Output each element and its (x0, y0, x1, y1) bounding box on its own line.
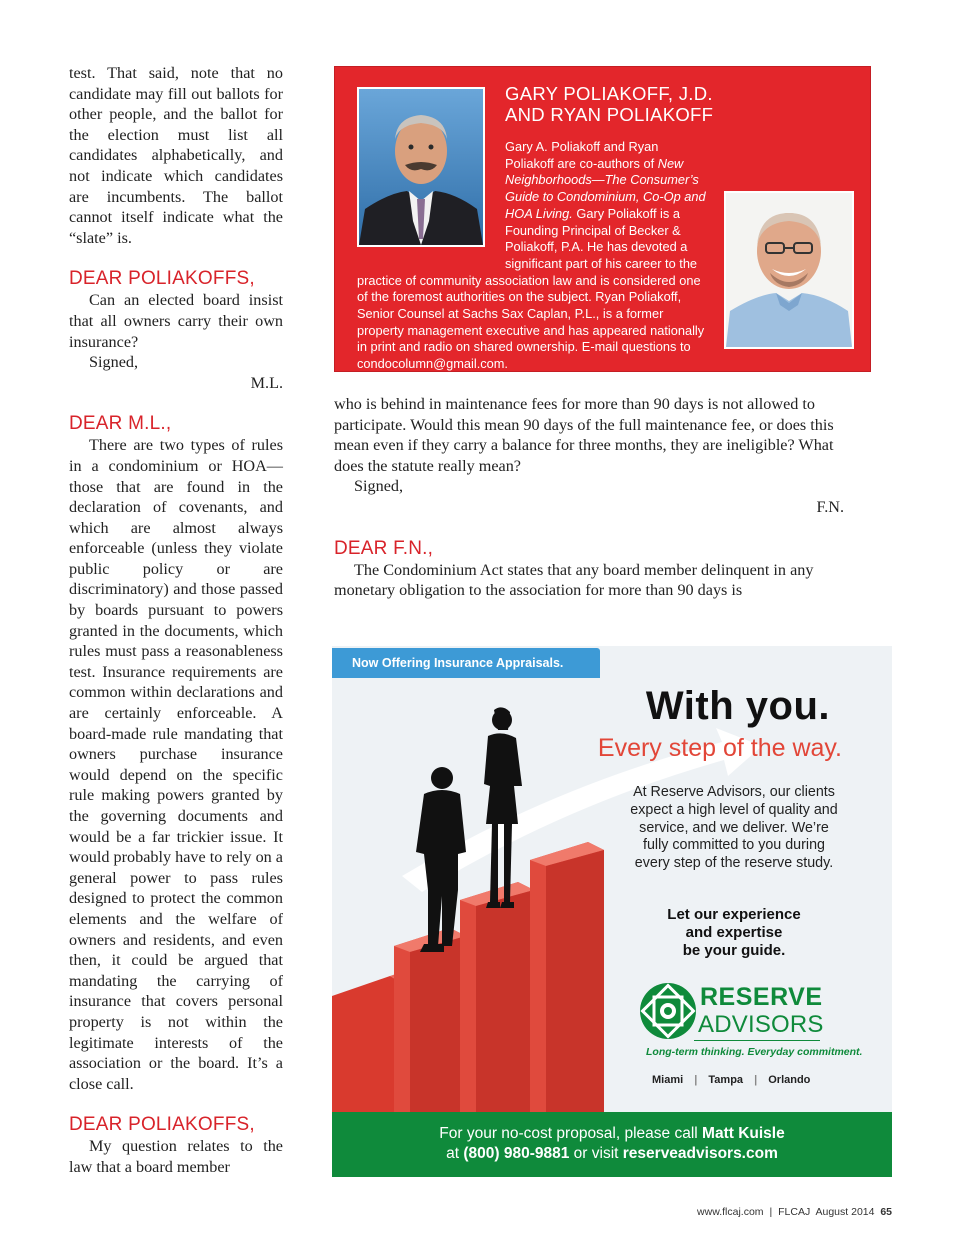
left-column (69, 63, 283, 1178)
page-number: 65 (880, 1206, 892, 1218)
bio-title (505, 83, 713, 125)
reserve-advisors-logo-icon (640, 983, 696, 1039)
signed-label-1: Signed, (89, 353, 139, 372)
heading-dear-fn: DEAR F.N., (334, 537, 434, 559)
ad-tab-label: Now Offering Insurance Appraisals. (332, 648, 600, 678)
ad-cta-line-2: and expertise (685, 924, 783, 941)
page-footer (697, 1206, 892, 1218)
contact-url-link[interactable]: reserveadvisors.com (622, 1145, 778, 1162)
logo-divider (694, 1040, 820, 1041)
ryan-poliakoff-photo (724, 191, 854, 349)
bio-title-line-2: AND RYAN POLIAKOFF (505, 104, 714, 125)
intro-paragraph: test. That said, note that no candidate may fill out ballots for other people, and the ballot for the election must list all candidates alphabetically, and not indicate which candidates are incumbents. The ballot cannot itself indicate what the “slate” is. (69, 64, 283, 247)
answer-paragraph-2-start: The Condominium Act states that any board member delinquent in any monetary obligation to the association for more than 90 days is (334, 560, 814, 600)
right-column (334, 394, 844, 601)
photo-spacer (357, 139, 505, 261)
book-title: New Neighborhoods—The Consumer’s Guide to Condominium, Co-Op and HOA Living. (505, 155, 706, 221)
bar-graph-icon (332, 842, 604, 1112)
footer-magazine: FLCAJ (778, 1206, 811, 1218)
ad-body-text: At Reserve Advisors, our clients expect a high level of quality and service, and we deliver. We’re fully committed to you during every step of the reserve study. (630, 784, 838, 872)
city-separator: | (754, 1074, 758, 1086)
city-orlando: Orlando (768, 1074, 811, 1086)
businesswoman-silhouette-icon (484, 707, 522, 908)
logo-word-reserve: RESERVE (700, 983, 823, 1011)
initials-ml: M.L. (250, 373, 283, 392)
footer-separator: | (769, 1206, 773, 1218)
city-tampa: Tampa (708, 1074, 744, 1086)
ad-contact-text-3: or visit (569, 1145, 623, 1162)
bio-text-flow (357, 139, 707, 373)
footer-issue: August 2014 (815, 1206, 875, 1218)
answer-paragraph-1: There are two types of rules in a condominium or HOA—those that are found in the declaration of covenants, and which are almost always enforceable (unless they violate public policy or are discriminatory) and those passed by boards pursuant to powers granted in the documents, which rules must pass a reasonableness test. Insurance requirements are common within declarations and are certainly enforceable. A board-made rule mandating that owners purchase insurance would depend on the specific rule making powers granted by the governing documents and would be a far trickier issue. It would probably have to rely on a general power to pass rules designed to protect the common elements and the welfare of owners and residents, and even then, it could be argued that mandating the carrying of insurance that covers personal property is not within the legitimate interests of the association or the board. It’s a close call. (69, 436, 283, 1093)
question-paragraph-1: Can an elected board insist that all owners carry their own insurance? (69, 291, 283, 351)
footer-site: www.flcaj.com (697, 1206, 764, 1218)
heading-dear-poliakoffs-2: DEAR POLIAKOFFS, (69, 1114, 255, 1136)
bio-title-line-1: GARY POLIAKOFF, J.D. (505, 83, 713, 104)
initials-fn: F.N. (816, 497, 844, 516)
ad-call-to-action (628, 906, 840, 960)
heading-dear-ml: DEAR M.L., (69, 413, 172, 435)
author-bio-box (334, 66, 871, 372)
ad-cta-line-1: Let our experience (667, 906, 801, 923)
ad-contact-bar[interactable] (332, 1112, 892, 1177)
photo-spacer-right (706, 191, 707, 331)
signed-label-2: Signed, (354, 477, 404, 496)
bio-text-part-1: Gary A. Poliakoff and Ryan Poliakoff are co-authors of (505, 139, 659, 171)
ad-contact-text-2: at (446, 1145, 464, 1162)
heading-dear-poliakoffs-1: DEAR POLIAKOFFS, (69, 268, 255, 290)
ad-contact-text-1: For your no-cost proposal, please call (439, 1125, 703, 1142)
city-miami: Miami (652, 1074, 684, 1086)
ad-contact-line-2 (332, 1144, 892, 1164)
contact-phone[interactable]: (800) 980-9881 (463, 1145, 570, 1162)
logo-word-advisors: ADVISORS (698, 1011, 824, 1038)
ad-cities (652, 1074, 810, 1086)
ad-headline: With you. (645, 684, 830, 728)
city-separator: | (694, 1074, 698, 1086)
logo-tagline: Long-term thinking. Everyday commitment. (646, 1046, 863, 1058)
ad-contact-line-1 (332, 1124, 892, 1144)
contact-name: Matt Kuisle (702, 1125, 785, 1142)
question-paragraph-2-cont: who is behind in maintenance fees for more than 90 days is not allowed to participate. Would this mean 90 days of the full maintenance fee, or does this mean even if they carry a balance for three months, they are ineligible? What does the statute really mean? (334, 395, 834, 475)
reserve-advisors-ad[interactable] (332, 646, 892, 1177)
question-paragraph-2-start: My question relates to the law that a board member (69, 1137, 283, 1176)
ad-subheadline: Every step of the way. (597, 734, 842, 762)
bio-text-part-2: Gary Poliakoff is a Founding Principal of Becker & Poliakoff, P.A. He has devoted a significant part of his career to the practice of community association law and is considered one of the foremost authorities on the subject. Ryan Poliakoff, Senior Counsel at Sachs Sax Caplan, P.L., is a former property management executive and has appeared nationally in print and radio on shared ownership. E-mail questions to condocolumn@gmail.com. (357, 205, 705, 372)
ad-cta-line-3: be your guide. (682, 942, 786, 959)
